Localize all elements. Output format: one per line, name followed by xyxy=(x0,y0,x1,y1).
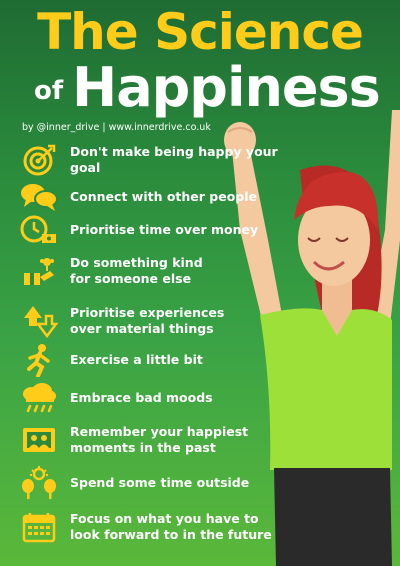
item-text: Spend some time outside xyxy=(70,475,250,490)
list-item xyxy=(18,181,308,213)
item-text: Connect with other people xyxy=(70,189,258,204)
item-text: Embrace bad moods xyxy=(70,390,213,405)
item-text: Exercise a little bit xyxy=(70,352,203,367)
item-text: Don't make being happy your goal xyxy=(70,144,278,175)
item-text-2: moments in the past xyxy=(70,440,216,455)
clock-money-icon xyxy=(18,214,60,246)
byline: by @inner_drive | www.innerdrive.co.uk xyxy=(22,122,211,133)
item-text: Focus on what you have to xyxy=(70,511,259,526)
list-item xyxy=(18,424,308,456)
item-text-2: over material things xyxy=(70,321,214,336)
list-item xyxy=(18,214,308,246)
item-text-2: for someone else xyxy=(70,271,192,286)
up-down-arrows-icon xyxy=(18,305,60,337)
list-item xyxy=(18,255,308,287)
sun-trees-icon xyxy=(18,467,60,499)
gift-flower-icon xyxy=(18,255,60,287)
subtitle-happiness: Happiness xyxy=(72,56,380,119)
list-item xyxy=(18,382,308,414)
speech-bubbles-icon xyxy=(18,181,60,213)
subtitle-of: of xyxy=(34,76,64,106)
item-text: Do something kind xyxy=(70,255,203,270)
list-item xyxy=(18,344,308,376)
runner-icon xyxy=(18,344,60,376)
item-text: Remember your happiest xyxy=(70,424,249,439)
list-item xyxy=(18,305,308,337)
subtitle xyxy=(34,58,394,118)
item-text: Prioritise experiences xyxy=(70,305,225,320)
list-item xyxy=(18,144,308,176)
list-item xyxy=(18,511,308,543)
page-title: The Science xyxy=(37,3,363,61)
calendar-icon xyxy=(18,511,60,543)
list-item xyxy=(18,467,308,499)
item-text-2: look forward to in the future xyxy=(70,527,272,542)
item-text: Prioritise time over money xyxy=(70,222,259,237)
photo-memories-icon xyxy=(18,424,60,456)
target-icon xyxy=(18,144,60,176)
rain-cloud-icon xyxy=(18,382,60,414)
